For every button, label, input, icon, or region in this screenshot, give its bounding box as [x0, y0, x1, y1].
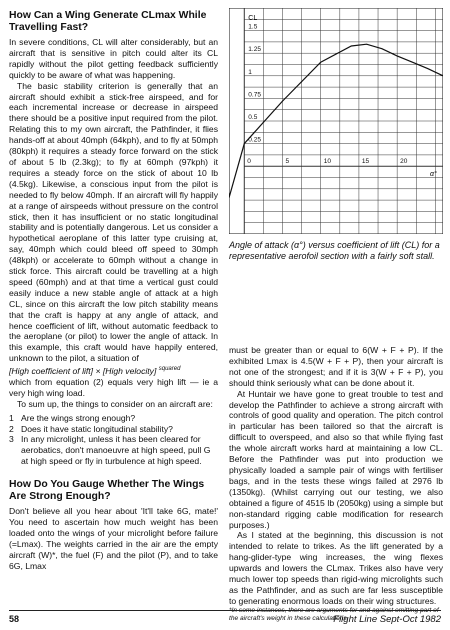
magazine-credit: Flight Line Sept-Oct 1982 — [333, 614, 441, 625]
figure-caption: Angle of attack (α°) versus coefficient of lift (CL) for a representative aerofoil section with a fairly soft stall. — [229, 240, 440, 261]
paragraph: In severe conditions, CL will alter considerably, but an aircraft that is sensitive in pitch could alter its CL rapidly without the pilot getting feedback sufficiently quickly to be aware of what was happening. — [9, 37, 218, 80]
paragraph: As I stated at the beginning, this discussion is not intended to relate to trikes. As the lift generated by a hang-glider-type wing increases, the wing flexes upwards and lowers the CLmax. Trikes also have very much lower top speeds than rigid-wing microlights such as the Pathfinder, and as such are far less susceptible to generating enormous loads on their wing structures. — [229, 530, 443, 606]
x-tick-label: 15 — [361, 158, 370, 166]
paragraph: To sum up, the things to consider on an aircraft are: — [17, 398, 213, 409]
left-column — [9, 10, 218, 572]
footnote: *In some instances, there are arguments for and against omitting part of the aircraft's weight in these calculations. — [229, 606, 439, 622]
y-tick-label: 0.25 — [248, 136, 261, 144]
x-tick-label: 20 — [400, 158, 408, 166]
chart-ticks — [247, 24, 407, 166]
paragraph: The basic stability criterion is generally that an aircraft should exhibit a stick-free airspeed, and for each incremental increase or decrease in airspeed there should be a positive input required from the pilot. Relating this to my own aircraft, the Pathfinder, it flies hands-off at about 40mph (64kph), and to fly at 50mph (80kph) it requires a steady force forward on the stick of about 5 lb (2.3kg); to fly at 60mph (97kph) it requires a steady force on the stick of about 10 lb (4.5kg). Likewise, a conscious input from the pilot is needed to fly below 40mph. If an aircraft will fly happily at a range of airspeeds without pressure on the control stick, then it has insufficient or no static longitudinal stability and is potentially dangerous. Let us consider a hypothetical aeroplane of this latter type cruising at, say, 40mph which could bleed off speed to 30mph (48kph) or accelerate to 60mph without a change in stick force. This aircraft could be travelling at a high speed (60mph) and at that time a vertical gust could easily induce a new stable angle of attack at a high CL, since on this aircraft the low pitch stability means that the craft is happy at any angle of attack, and hence coefficient of lift, without automatic feedback to the aeroplane (or pilot) to lower the angle of attack. In this example, this craft would have happily entered, unknown to the pilot, a situation of — [9, 80, 218, 364]
heading-wing-strength: How Do You Gauge Whether The Wings Are Strong Enough? — [9, 479, 205, 503]
paragraph: Don't believe all you hear about 'It'll take 6G, mate!' You need to ascertain how much weight has been loaded onto the wings of your microlight before failure (=Lmax). The weights carried in the air are the empty aircraft (W)*, the fuel (F) and the pilot (P), and to take 6G, Lmax — [9, 506, 218, 571]
y-tick-label: 1 — [248, 68, 252, 76]
list-item: 1 Are the wings strong enough? — [9, 412, 136, 423]
lift-curve-chart — [229, 8, 443, 234]
question-list — [9, 413, 218, 468]
y-tick-label: 0.75 — [248, 91, 261, 99]
x-tick-label: 0 — [247, 158, 251, 166]
chart-grid — [244, 8, 443, 234]
x-tick-label: 10 — [323, 158, 331, 166]
paragraph: which from equation (2) equals very high lift — ie a very high wing load. — [9, 376, 218, 398]
x-tick-label: 5 — [285, 158, 290, 166]
paragraph: must be greater than or equal to 6(W + F + P). If the exhibited Lmax is 4.5(W + F + P), then your aircraft is not one of the strongest; and if it is 3(W + F + P), you should think seriously what can be done about it. — [229, 345, 443, 388]
right-column — [229, 345, 443, 623]
y-tick-label: 0.5 — [248, 114, 258, 121]
list-item: 2 Does it have static longitudinal stability? — [9, 423, 173, 434]
formula — [9, 364, 218, 377]
formula-lhs: [High coefficient of lift] × [High velocity] — [9, 366, 157, 377]
heading-clmax: How Can a Wing Generate CLmax While Travelling Fast? — [9, 10, 207, 33]
list-item: 3 In any microlight, unless it has been cleared for aerobatics, don't manoeuvre at high speed, pull G at high speed or fly in turbulence at high speed. — [9, 434, 211, 467]
footer-rule — [9, 610, 441, 611]
y-tick-label: 1.5 — [248, 23, 258, 31]
page-number: 58 — [9, 614, 20, 624]
x-axis-label: α° — [430, 171, 437, 179]
y-axis-label: CL — [248, 15, 258, 22]
paragraph: At Huntair we have gone to great trouble to test and develop the Pathfinder to achieve a strong aircraft with controls of good quality and operation. The pitch control in particular has been tailored so that the aircraft is difficult to overspeed, and also so that while flying fast the whole aircraft works hard at maintaining a low CL. Before the Pathfinder was put into production we physically loaded a sample pair of wings with fertiliser bags, and in the tests these wings failed at 2976 lb (1350kg). (Whilst carrying out our testing, we also obtained a figure of 4515 lb (2050kg) using a simple but non-standard rigging cable modification for research purposes.) — [229, 388, 443, 530]
formula-exponent: squared — [158, 366, 181, 373]
y-tick-label: 1.25 — [248, 46, 261, 54]
